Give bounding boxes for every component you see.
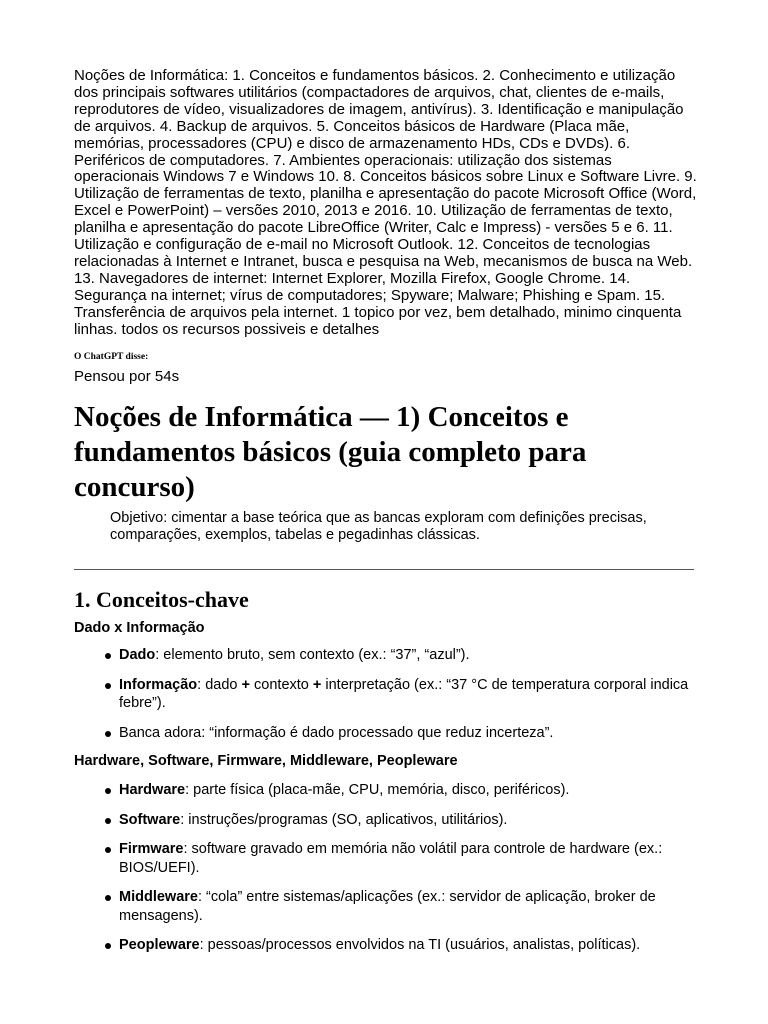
list-item-text: : “cola” entre sistemas/aplicações (ex.: servidor de aplicação, broker de mensagens).: [119, 889, 656, 924]
bullet-list-dado-informacao: [74, 646, 698, 753]
subsection-heading-dado-informacao: Dado x Informação: [74, 620, 205, 636]
bullet-icon: [105, 731, 111, 737]
bullet-icon: [105, 895, 111, 901]
plus-sign: +: [241, 676, 250, 693]
thought-duration: Pensou por 54s: [74, 368, 180, 385]
list-item: [74, 646, 698, 665]
list-item-term: Software: [119, 811, 181, 828]
list-item: [74, 936, 698, 955]
bullet-icon: [105, 653, 111, 659]
list-item: [74, 724, 698, 743]
list-item: [74, 811, 698, 830]
objective-quote: Objetivo: cimentar a base teórica que as bancas exploram com definições precisas, comparações, exemplos, tabelas e pegadinhas clássicas.: [110, 510, 647, 543]
plus-sign: +: [312, 676, 322, 693]
list-item-text: : pessoas/processos envolvidos na TI (usuários, analistas, políticas).: [199, 937, 641, 953]
list-item-term: Peopleware: [119, 937, 200, 953]
list-item: [74, 888, 698, 925]
list-item-text: : software gravado em memória não volátil para controle de hardware (ex.: BIOS/UEFI).: [119, 841, 663, 876]
list-item-term: Firmware: [119, 841, 184, 857]
subsection-heading-hardware-software: Hardware, Software, Firmware, Middleware, Peopleware: [74, 753, 458, 769]
section-title: 1. Conceitos-chave: [74, 587, 249, 612]
list-item: [74, 840, 698, 877]
horizontal-divider: [74, 569, 694, 570]
bullet-icon: [105, 818, 111, 824]
list-item-term: Informação: [119, 676, 198, 693]
bullet-icon: [105, 683, 111, 689]
list-item: [74, 676, 698, 713]
bullet-icon: [105, 847, 111, 853]
list-item-term: Hardware: [119, 782, 186, 798]
list-item-text: : elemento bruto, sem contexto (ex.: “37”, “azul”).: [155, 647, 470, 663]
list-item: [74, 781, 698, 800]
bullet-icon: [105, 943, 111, 949]
bullet-list-hardware-software: [74, 781, 698, 966]
list-item-text: Banca adora: “informação é dado processado que reduz incerteza”.: [119, 724, 554, 741]
bullet-icon: [105, 788, 111, 794]
user-prompt-text: Noções de Informática: 1. Conceitos e fundamentos básicos. 2. Conhecimento e utilização dos principais softwares utilitários (compactadores de arquivos, chat, clientes de e-mails, reprodutores de vídeo, visualizadores de imagem, antivírus). 3. Identificação e manipulação de arquivos. 4. Backup de arquivos. 5. Conceitos básicos de Hardware (Placa mãe, memórias, processadores (CPU) e disco de armazenamento HDs, CDs e DVDs). 6. Periféricos de computadores. 7. Ambientes operacionais: utilização dos sistemas operacionais Windows 7 e Windows 10. 8. Conceitos básicos sobre Linux e Software Livre. 9. Utilização de ferramentas de texto, planilha e apresentação do pacote Microsoft Office (Word, Excel e PowerPoint) – versões 2010, 2013 e 2016. 10. Utilização de ferramentas de texto, planilha e apresentação do pacote LibreOffice (Writer, Calc e Impress) - versões 5 e 6. 11. Utilização e configuração de e-mail no Microsoft Outlook. 12. Conceitos de tecnologias relacionadas à Internet e Intranet, busca e pesquisa na Web, mecanismos de busca na Web. 13. Navegadores de internet: Internet Explorer, Mozilla Firefox, Google Chrome. 14. Segurança na internet; vírus de computadores; Spyware; Malware; Phishing e Spam. 15. Transferência de arquivos pela internet. 1 topico por vez, bem detalhado, minimo cinquenta linhas. todos os recursos possiveis e detalhes: [74, 67, 697, 338]
list-item-text: : parte física (placa-mãe, CPU, memória, disco, periféricos).: [185, 782, 570, 798]
list-item-text: : instruções/programas (SO, aplicativos, utilitários).: [180, 811, 508, 828]
response-title: Noções de Informática — 1) Conceitos e fundamentos básicos (guia completo para concurso): [74, 401, 587, 503]
list-item-term: Middleware: [119, 889, 198, 905]
list-item-term: Dado: [119, 647, 156, 663]
assistant-label: O ChatGPT disse:: [74, 352, 149, 362]
list-item-text: : dado + contexto + interpretação (ex.: “37 °C de temperatura corporal indica febre”).: [119, 676, 689, 711]
